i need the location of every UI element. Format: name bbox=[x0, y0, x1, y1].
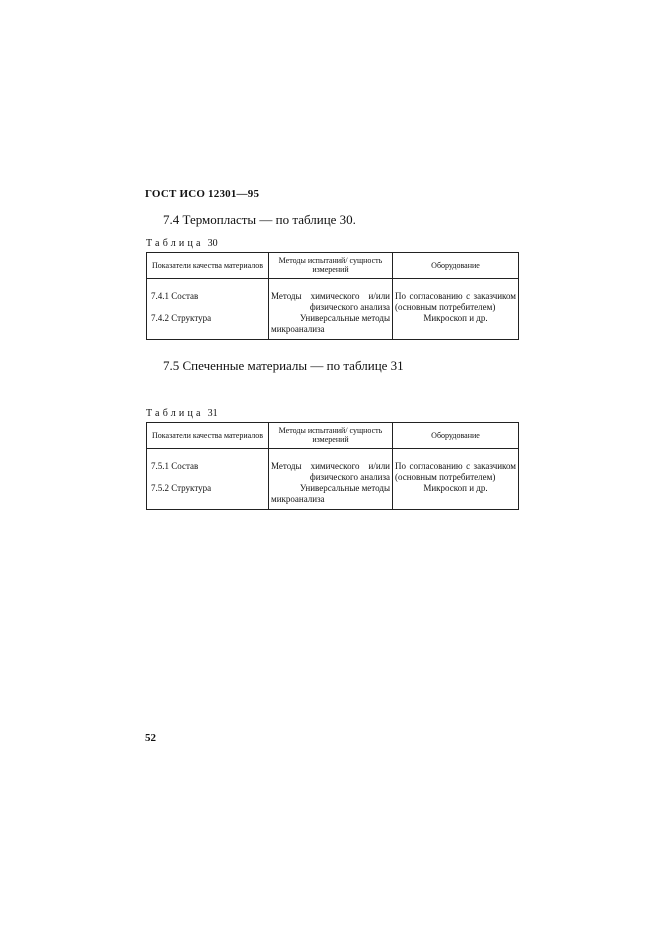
column-header-methods: Методы испытаний/ сущность измерений bbox=[269, 423, 393, 449]
row-parameter: 7.4.2 Структура bbox=[147, 313, 269, 340]
table-header-row bbox=[147, 253, 519, 279]
page-number: 52 bbox=[145, 732, 156, 744]
table-row bbox=[147, 461, 519, 483]
row-method: Универсальные методы микроанализа bbox=[269, 313, 393, 340]
section-heading-7-5: 7.5 Спеченные материалы — по таблице 31 bbox=[163, 358, 404, 373]
column-header-equipment: Оборудование bbox=[393, 423, 519, 449]
table-30 bbox=[146, 252, 519, 340]
row-method: Универсальные методы микроанализа bbox=[269, 483, 393, 510]
row-equipment: Микроскоп и др. bbox=[393, 313, 519, 340]
table-caption-31 bbox=[146, 408, 218, 419]
table-caption-word: Таблица bbox=[146, 238, 204, 249]
row-parameter: 7.5.1 Состав bbox=[147, 461, 269, 483]
column-header-parameters: Показатели качества материалов bbox=[147, 423, 269, 449]
table-row bbox=[147, 313, 519, 340]
section-heading-7-4: 7.4 Термопласты — по таблице 30. bbox=[163, 212, 356, 227]
row-parameter: 7.5.2 Структура bbox=[147, 483, 269, 510]
table-row bbox=[147, 291, 519, 313]
row-equipment: По согласованию с заказчиком (основным потребителем) bbox=[393, 461, 519, 483]
document-code: ГОСТ ИСО 12301—95 bbox=[145, 188, 260, 200]
row-method: Методы химического и/или физического анализа bbox=[269, 291, 393, 313]
table-caption-number: 31 bbox=[207, 408, 218, 419]
row-method: Методы химического и/или физического анализа bbox=[269, 461, 393, 483]
row-parameter: 7.4.1 Состав bbox=[147, 291, 269, 313]
table-caption-word: Таблица bbox=[146, 408, 204, 419]
column-header-parameters: Показатели качества материалов bbox=[147, 253, 269, 279]
table-caption-30 bbox=[146, 238, 218, 249]
row-equipment: Микроскоп и др. bbox=[393, 483, 519, 510]
table-caption-number: 30 bbox=[207, 238, 218, 249]
column-header-methods: Методы испытаний/ сущность измерений bbox=[269, 253, 393, 279]
table-row bbox=[147, 483, 519, 510]
column-header-equipment: Оборудование bbox=[393, 253, 519, 279]
table-31 bbox=[146, 422, 519, 510]
row-equipment: По согласованию с заказчиком (основным потребителем) bbox=[393, 291, 519, 313]
table-header-row bbox=[147, 423, 519, 449]
